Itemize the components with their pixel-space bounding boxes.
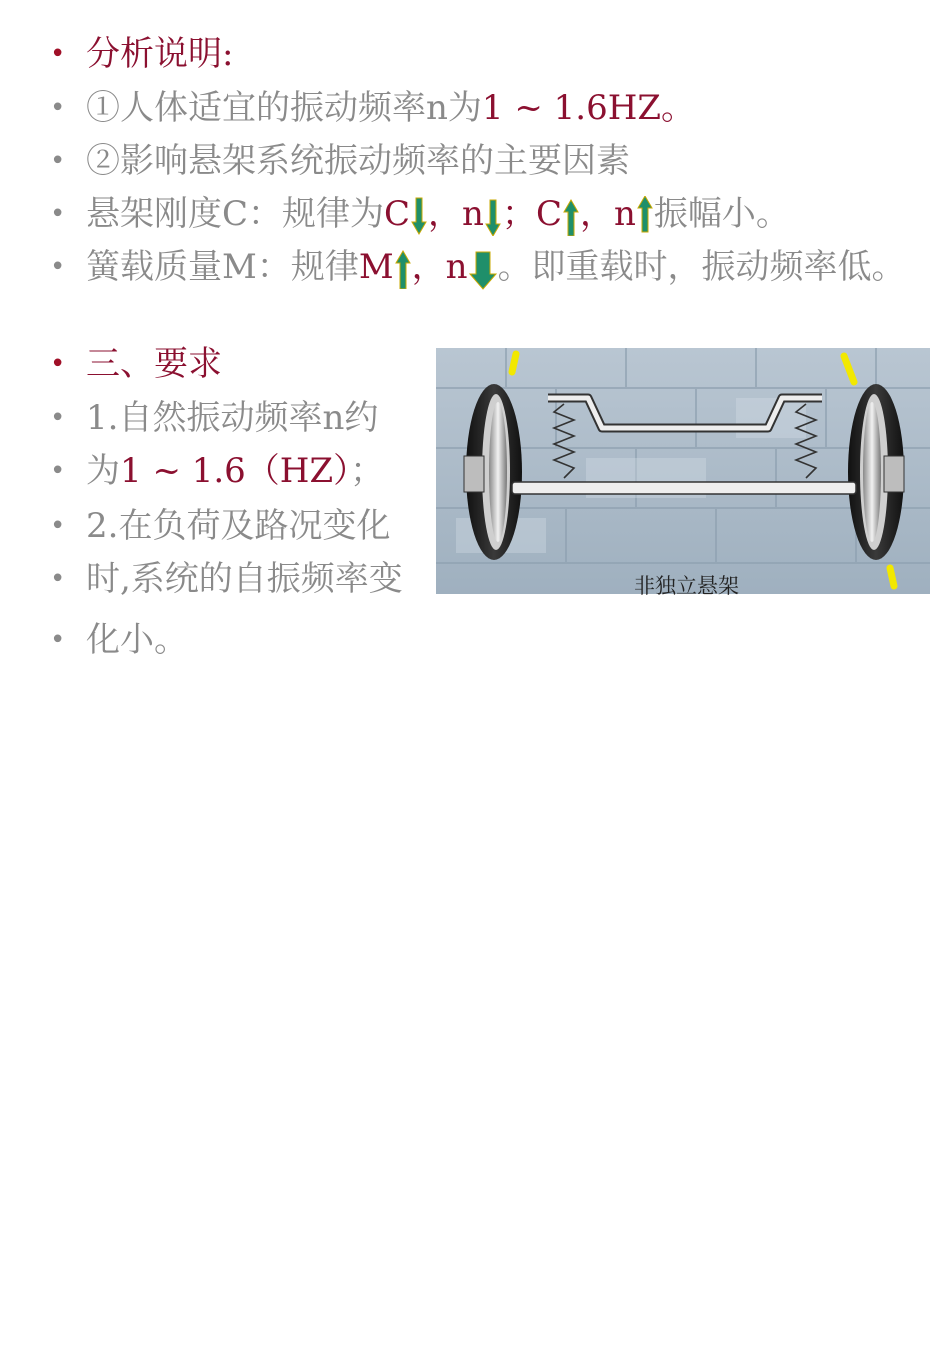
arrow-up-icon bbox=[563, 196, 579, 236]
bullet-dot: • bbox=[50, 93, 66, 123]
bullet-dot: • bbox=[50, 199, 66, 229]
suspension-diagram bbox=[436, 348, 930, 594]
heading-analysis: • 分析说明: bbox=[50, 34, 234, 74]
bullet-dot: • bbox=[50, 252, 66, 282]
bullet-dot: • bbox=[50, 511, 66, 541]
requirement-2-end: • 化小。 bbox=[50, 620, 188, 660]
arrow-down-icon bbox=[469, 248, 497, 290]
bullet-dot: • bbox=[50, 146, 66, 176]
point-main-factors: • ②影响悬架系统振动频率的主要因素 bbox=[50, 141, 630, 181]
rigid-axle-suspension-illustration bbox=[436, 348, 930, 594]
heading-requirements: • 三、要求 bbox=[50, 344, 222, 384]
bullet-dot: • bbox=[50, 403, 66, 433]
requirement-2: • 2.在负荷及路况变化 bbox=[50, 506, 391, 546]
point-stiffness-rule: • 悬架刚度C：规律为C ，n ；C ，n 振幅小。 bbox=[50, 194, 790, 234]
point-sprung-mass-rule: • 簧载质量M：规律M ，n 。即重载时，振动频率低。 bbox=[86, 247, 906, 290]
requirement-1: • 1.自然振动频率n约 bbox=[50, 398, 379, 438]
bullet-dot: • bbox=[50, 349, 66, 379]
bullet-dot: • bbox=[50, 625, 66, 655]
bullet-dot: • bbox=[50, 456, 66, 486]
requirement-2-continued: • 时,系统的自振频率变 bbox=[50, 559, 403, 599]
bullet-dot: • bbox=[50, 564, 66, 594]
arrow-up-icon bbox=[637, 196, 653, 236]
requirement-1-continued: • 为1 ~ 1.6（HZ）； bbox=[50, 451, 385, 491]
point-comfort-frequency: • ①人体适宜的振动频率n为1 ~ 1.6HZ。 bbox=[50, 88, 695, 128]
arrow-down-icon bbox=[411, 196, 427, 236]
arrow-up-icon bbox=[395, 249, 411, 289]
bullet-dot: • bbox=[50, 39, 66, 69]
arrow-down-icon bbox=[485, 196, 501, 236]
figure-caption: 非独立悬架 bbox=[634, 574, 739, 598]
